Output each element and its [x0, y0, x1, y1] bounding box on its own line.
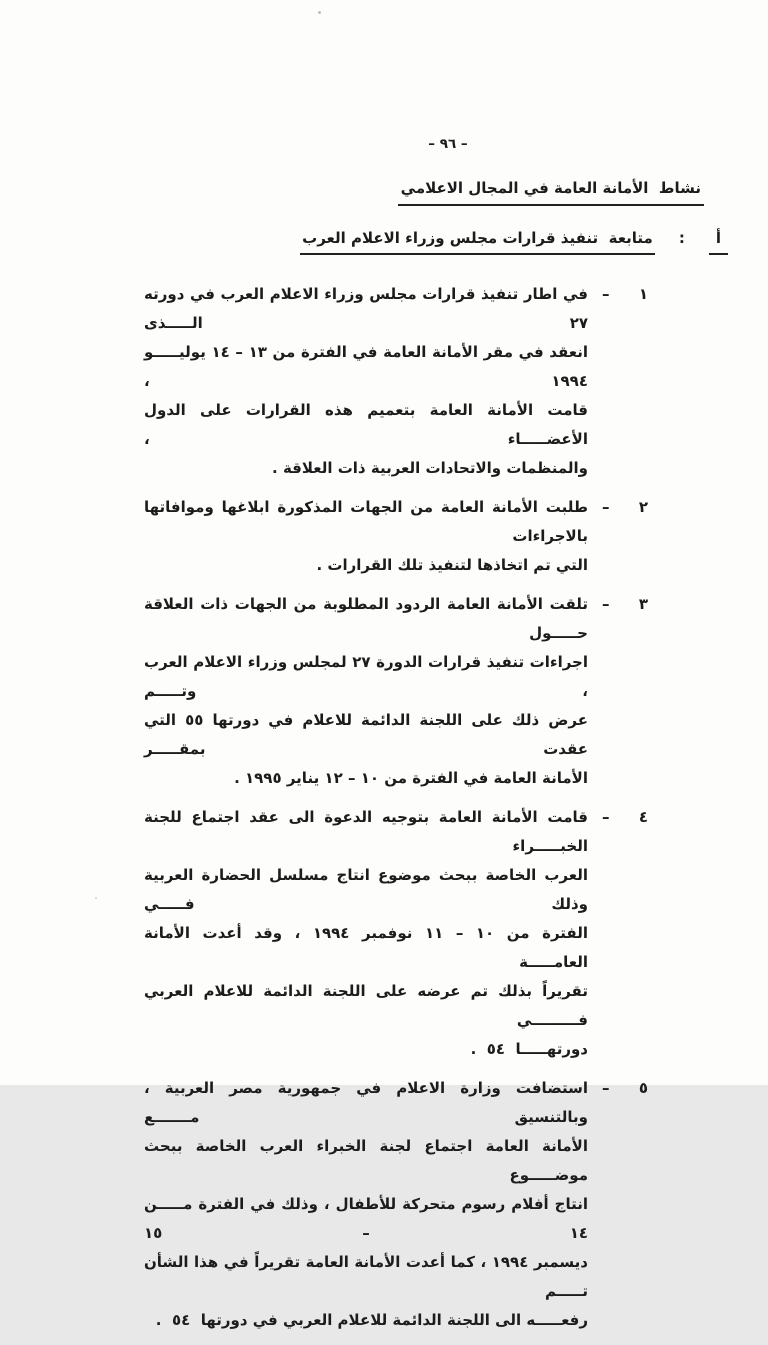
text-line: والمنظمات والاتحادات العربية ذات العلاقة .	[272, 459, 588, 477]
subsection-row	[300, 229, 728, 255]
text-line: طلبت الأمانة العامة من الجهات المذكورة ابلاغها وموافاتها بالاجراءات	[144, 498, 588, 545]
text-line: قامت الأمانة العامة بتوجيه الدعوة الى عقد اجتماع للجنة الخبـــــراء	[144, 808, 588, 855]
item-number: ٢	[638, 498, 648, 516]
item-marker	[602, 493, 648, 580]
text-line: العرب الخاصة ببحث موضوع انتاج مسلسل الحضارة العربية وذلك فـــــي	[144, 866, 588, 913]
scan-speck	[95, 897, 97, 899]
text-line: دورتهـــــا ٥٤ .	[470, 1040, 588, 1058]
item-number: ٥	[638, 1079, 648, 1097]
text-line: اجراءات تنفيذ قرارات الدورة ٢٧ لمجلس وزراء الاعلام العرب ، وتـــــم	[144, 653, 588, 700]
text-line: في اطار تنفيذ قرارات مجلس وزراء الاعلام العرب في دورته ٢٧ الـــــذى	[144, 285, 588, 332]
text-line: الفترة من ١٠ – ١١ نوفمبر ١٩٩٤ ، وقد أعدت الأمانة العامـــــة	[144, 924, 589, 971]
item-text	[144, 803, 588, 1064]
item-marker	[602, 590, 648, 793]
text-line: ديسمبر ١٩٩٤ ، كما أعدت الأمانة العامة تقريراً في هذا الشأن تـــــم	[144, 1253, 589, 1300]
list-item	[144, 280, 648, 483]
item-text	[144, 1074, 588, 1335]
subsection-colon: :	[678, 229, 685, 247]
page-number: – ٩٦ –	[428, 136, 468, 152]
item-number: ٤	[638, 808, 648, 826]
text-line: عرض ذلك على اللجنة الدائمة للاعلام في دورتها ٥٥ التي عقدت بمقـــــر	[144, 711, 589, 758]
text-line: الأمانة العامة اجتماع لجنة الخبراء العرب الخاصة ببحث موضـــــوع	[144, 1137, 588, 1184]
text-line: الأمانة العامة في الفترة من ١٠ – ١٢ يناير ١٩٩٥ .	[234, 769, 588, 787]
item-dash: –	[602, 1079, 610, 1097]
text-line: قامت الأمانة العامة بتعميم هذه القرارات على الدول الأعضـــــاء ،	[144, 401, 588, 448]
item-list	[144, 280, 648, 1345]
item-text	[144, 590, 588, 793]
item-marker	[602, 803, 648, 1064]
item-dash: –	[602, 595, 610, 613]
item-marker	[602, 280, 648, 483]
text-line: انتاج أفلام رسوم متحركة للأطفال ، وذلك في الفترة مـــــن ١٤ – ١٥	[144, 1195, 588, 1242]
item-number: ٣	[638, 595, 648, 613]
item-text	[144, 280, 588, 483]
text-line: استضافت وزارة الاعلام في جمهورية مصر العربية ، وبالتنسيق مـــــــع	[144, 1079, 588, 1126]
subsection-title: متابعة تنفيذ قرارات مجلس وزراء الاعلام العرب	[300, 229, 655, 255]
text-line: انعقد في مقر الأمانة العامة في الفترة من ١٣ – ١٤ يوليـــــو ١٩٩٤ ،	[144, 343, 588, 390]
list-item	[144, 493, 648, 580]
item-dash: –	[602, 498, 610, 516]
item-dash: –	[602, 285, 610, 303]
text-line: تلقت الأمانة العامة الردود المطلوبة من الجهات ذات العلاقة حـــــول	[144, 595, 588, 642]
scan-speck	[318, 11, 321, 14]
text-line: التي تم اتخاذها لتنفيذ تلك القرارات .	[316, 556, 588, 574]
list-item	[144, 803, 648, 1064]
text-line: تقريراً بذلك تم عرضه على اللجنة الدائمة للاعلام العربي فـــــــــي	[144, 982, 588, 1029]
section-heading: نشاط الأمانة العامة في المجال الاعلامي	[398, 178, 704, 206]
item-dash: –	[602, 808, 610, 826]
text-line: رفعـــــه الى اللجنة الدائمة للاعلام العربي في دورتها ٥٤ .	[155, 1311, 588, 1329]
list-item	[144, 590, 648, 793]
item-marker	[602, 1074, 648, 1335]
item-text	[144, 493, 588, 580]
subsection-marker: أ	[709, 229, 728, 255]
list-item	[144, 1074, 648, 1335]
item-number: ١	[638, 285, 648, 303]
